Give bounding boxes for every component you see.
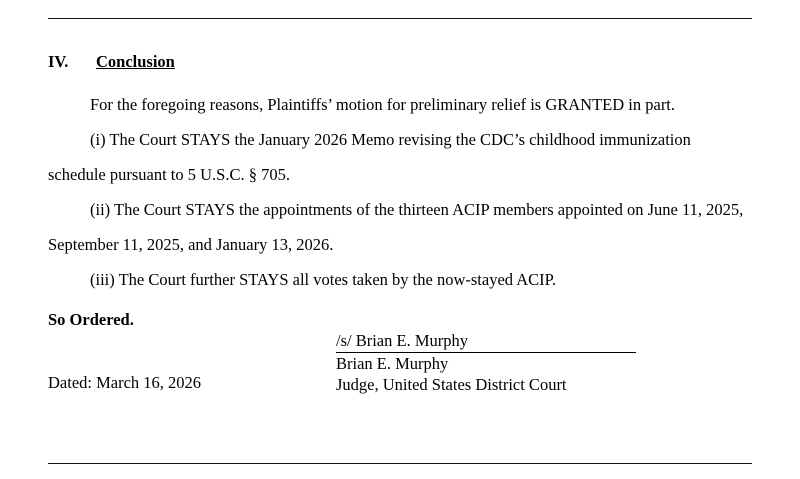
judge-name: Brian E. Murphy (336, 354, 449, 374)
signature-block (336, 330, 756, 395)
document-body (48, 52, 752, 335)
paragraph-item-i: (i) The Court STAYS the January 2026 Memo revising the CDC’s childhood immunization schedule pursuant to 5 U.S.C. § 705. (48, 129, 691, 184)
section-title: Conclusion (96, 52, 175, 71)
dated-line: Dated: March 16, 2026 (48, 373, 202, 392)
section-number: IV. (48, 52, 69, 71)
paragraph-item-iii: (iii) The Court further STAYS all votes taken by the now-stayed ACIP. (90, 269, 557, 289)
footer-divider-rule (48, 463, 752, 464)
section-heading (48, 52, 752, 72)
paragraph-item-ii: (ii) The Court STAYS the appointments of the thirteen ACIP members appointed on June 11, 2025, September 11, 2025, and January 13, 2026. (48, 199, 744, 254)
header-divider-rule (48, 18, 752, 19)
paragraph-intro: For the foregoing reasons, Plaintiffs’ motion for preliminary relief is GRANTED in part. (90, 95, 676, 114)
signature-line: /s/ Brian E. Murphy (336, 330, 636, 353)
judge-title: Judge, United States District Court (336, 375, 567, 395)
so-ordered-text: So Ordered. (48, 309, 134, 329)
